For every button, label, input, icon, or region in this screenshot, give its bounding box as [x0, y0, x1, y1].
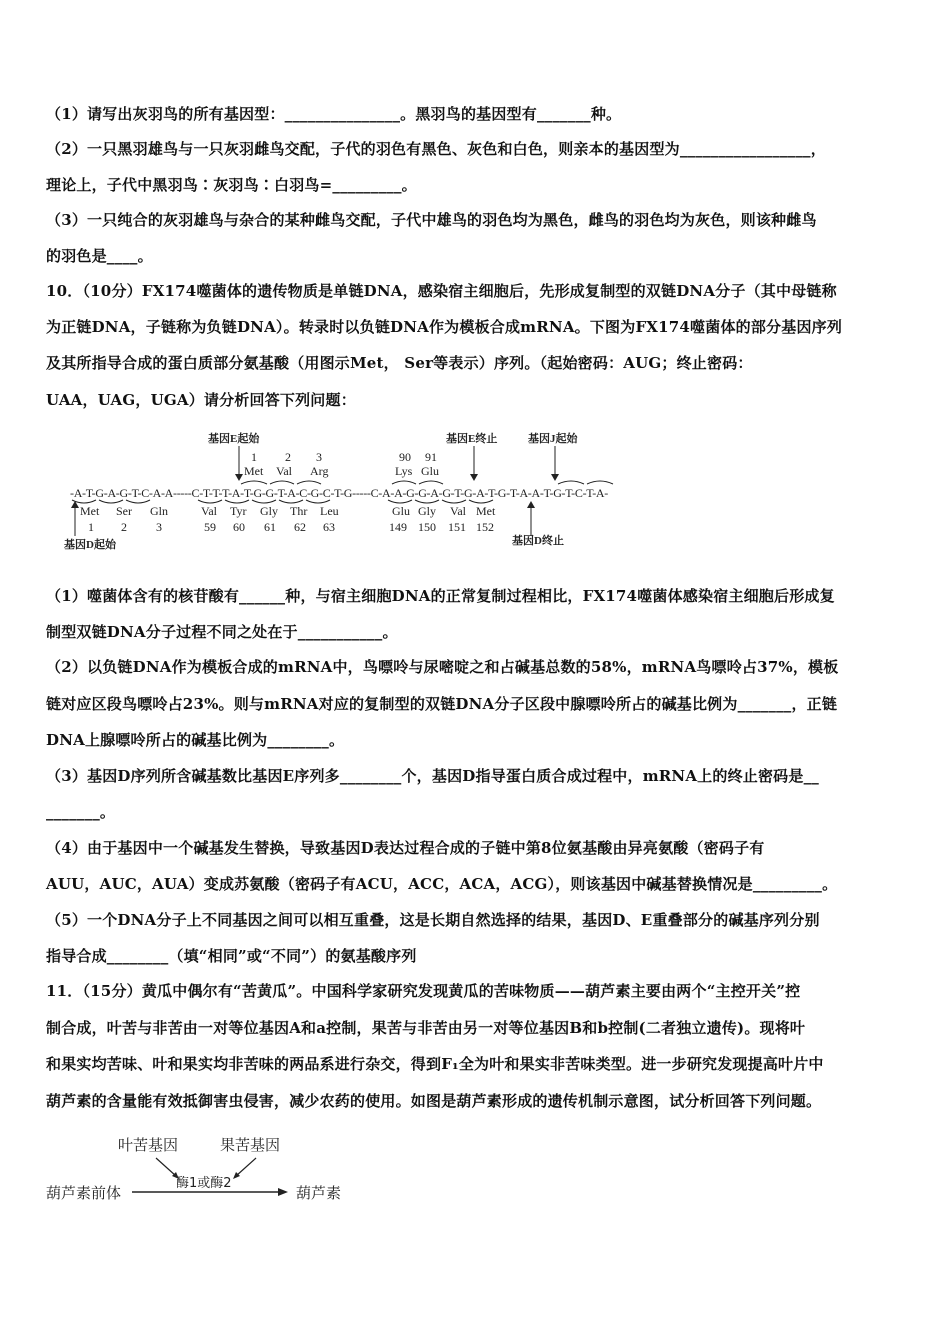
bottom-num-3: 3	[156, 520, 162, 534]
leaf-bitter-gene-label: 叶苦基因	[118, 1136, 179, 1154]
bottom-num-60: 60	[233, 520, 245, 534]
top-num-3: 3	[316, 450, 322, 464]
bottom-num-152: 152	[476, 520, 494, 534]
bottom-aa-gln: Gln	[150, 504, 168, 518]
bottom-aa-val2: Val	[450, 504, 466, 518]
top-aa-lys: Lys	[395, 464, 413, 478]
q11-stem-line1: 11．（15分）黄瓜中偶尔有“苦黄瓜”。中国科学家研究发现黄瓜的苦味物质——葫芦素主要由两个“主控开关”控	[46, 982, 801, 1000]
fruit-bitter-gene-label: 果苦基因	[220, 1136, 281, 1154]
top-num-2: 2	[285, 450, 291, 464]
dna-sequence: -A-T-G-A-G-T-C-A-A-----C-T-T-T-A-T-G-G-T-A-C-G-C-T-G-----C-A-A-G-G-A-G-T-G-A-T-G-T-A-A-T-G-T-C-T-A-	[70, 486, 608, 500]
bottom-aa-val: Val	[201, 504, 217, 518]
bottom-num-61: 61	[264, 520, 276, 534]
gene-d-start-label: 基因D起始	[64, 539, 116, 551]
bottom-num-2: 2	[121, 520, 127, 534]
bottom-aa-met: Met	[80, 504, 100, 518]
q10-sub3-cont: _______。	[46, 803, 116, 821]
enzyme-label: 酶1或酶2	[176, 1176, 232, 1191]
q10-sub5-cont: 指导合成________（填“相同”或“不同”）的氨基酸序列	[46, 947, 417, 965]
q10-stem-line1: 10．（10分）FX174噬菌体的遗传物质是单链DNA，感染宿主细胞后，先形成复制型的双链DNA分子（其中母链称	[46, 282, 837, 300]
leaf-gene-arrow	[156, 1158, 176, 1176]
cucurbitacin-pathway-diagram	[46, 1130, 366, 1210]
top-num-91: 91	[425, 450, 437, 464]
bottom-aa-ser: Ser	[116, 504, 132, 518]
bottom-aa-tyr: Tyr	[230, 504, 247, 518]
q10-sub2-cont: 链对应区段鸟嘌呤占23%。则与mRNA对应的复制型的双链DNA分子区段中腺嘌呤所占的碱基比例为_______，正链	[46, 695, 838, 713]
bottom-aa-gly2: Gly	[418, 504, 436, 518]
gene-d-end-arrowhead	[527, 501, 535, 508]
q9-part1: （1）请写出灰羽鸟的所有基因型：_______________。黑羽鸟的基因型有_______种。	[46, 105, 622, 123]
q10-stem-line3: 及其所指导合成的蛋白质部分氨基酸（用图示Met， Ser等表示）序列。（起始密码：AUG；终止密码：	[46, 354, 753, 372]
q9-part2: （2）一只黑羽雄鸟与一只灰羽雌鸟交配，子代的羽色有黑色、灰色和白色，则亲本的基因型为_________________，	[46, 140, 826, 158]
gene-e-start-label: 基因E起始	[208, 433, 260, 445]
q9-part3-cont: 的羽色是____。	[46, 247, 153, 265]
bottom-num-62: 62	[294, 520, 306, 534]
gene-d-end-label: 基因D终止	[512, 535, 564, 547]
q9-part3: （3）一只纯合的灰羽雄鸟与杂合的某种雌鸟交配，子代中雄鸟的羽色均为黑色，雌鸟的羽色均为灰色，则该种雌鸟	[46, 211, 817, 229]
bottom-num-59: 59	[204, 520, 216, 534]
bottom-aa-met2: Met	[476, 504, 496, 518]
q10-sub2-cont2: DNA上腺嘌呤所占的碱基比例为________。	[46, 731, 345, 749]
top-aa-arg: Arg	[310, 464, 329, 478]
top-num-1: 1	[251, 450, 257, 464]
top-aa-met: Met	[244, 464, 264, 478]
bottom-aa-leu: Leu	[320, 504, 339, 518]
gene-j-start-label: 基因J起始	[528, 433, 578, 445]
q10-stem-line4: UAA，UAG，UGA）请分析回答下列问题：	[46, 391, 356, 409]
bottom-num-1: 1	[88, 520, 94, 534]
bottom-aa-thr: Thr	[290, 504, 308, 518]
q10-sub1: （1）噬菌体含有的核苷酸有______种，与宿主细胞DNA的正常复制过程相比，FX174噬菌体感染宿主细胞后形成复	[46, 587, 835, 605]
top-aa-glu: Glu	[421, 464, 439, 478]
q9-part2-cont: 理论上，子代中黑羽鸟∶灰羽鸟∶白羽鸟=_________。	[46, 176, 417, 194]
cucurbitacin-label: 葫芦素	[296, 1184, 342, 1202]
bottom-aa-glu: Glu	[392, 504, 410, 518]
q10-sub4-cont: AUU，AUC，AUA）变成苏氨酸（密码子有ACU，ACC，ACA，ACG），则该基因中碱基替换情况是_________。	[46, 875, 838, 893]
gene-sequence-diagram	[58, 428, 628, 558]
top-aa-val: Val	[276, 464, 292, 478]
q10-sub5: （5）一个DNA分子上不同基因之间可以相互重叠，这是长期自然选择的结果，基因D、E重叠部分的碱基序列分别	[46, 911, 820, 929]
bottom-num-63: 63	[323, 520, 335, 534]
q10-sub1-cont: 制型双链DNA分子过程不同之处在于___________。	[46, 623, 398, 641]
bottom-num-150: 150	[418, 520, 436, 534]
precursor-label: 葫芦素前体	[46, 1184, 122, 1202]
gene-j-start-arrowhead	[551, 474, 559, 481]
gene-e-end-arrowhead	[470, 474, 478, 481]
top-num-90: 90	[399, 450, 411, 464]
bottom-num-149: 149	[389, 520, 407, 534]
q11-stem-line3: 和果实均苦味、叶和果实均非苦味的两品系进行杂交，得到F₁全为叶和果实非苦味类型。进一步研究发现提高叶片中	[46, 1055, 824, 1073]
gene-e-end-label: 基因E终止	[446, 433, 498, 445]
q10-stem-line2: 为正链DNA，子链称为负链DNA）。转录时以负链DNA作为模板合成mRNA。下图为FX174噬菌体的部分基因序列	[46, 318, 843, 336]
fruit-gene-arrow	[236, 1158, 256, 1176]
q10-sub4: （4）由于基因中一个碱基发生替换，导致基因D表达过程合成的子链中第8位氨基酸由异亮氨酸（密码子有	[46, 839, 765, 857]
q10-sub3: （3）基因D序列所含碱基数比基因E序列多________个，基因D指导蛋白质合成过程中，mRNA上的终止密码是__	[46, 767, 819, 785]
q11-stem-line4: 葫芦素的含量能有效抵御害虫侵害，减少农药的使用。如图是葫芦素形成的遗传机制示意图，试分析回答下列问题。	[46, 1092, 822, 1110]
q11-stem-line2: 制合成，叶苦与非苦由一对等位基因A和a控制，果苦与非苦由另一对等位基因B和b控制(二者独立遗传)。现将叶	[46, 1019, 806, 1037]
bottom-aa-gly: Gly	[260, 504, 278, 518]
gene-e-start-arrowhead	[235, 474, 243, 481]
q10-sub2: （2）以负链DNA作为模板合成的mRNA中，鸟嘌呤与尿嘧啶之和占碱基总数的58%，mRNA鸟嘌呤占37%，模板	[46, 658, 839, 676]
bottom-num-151: 151	[448, 520, 466, 534]
